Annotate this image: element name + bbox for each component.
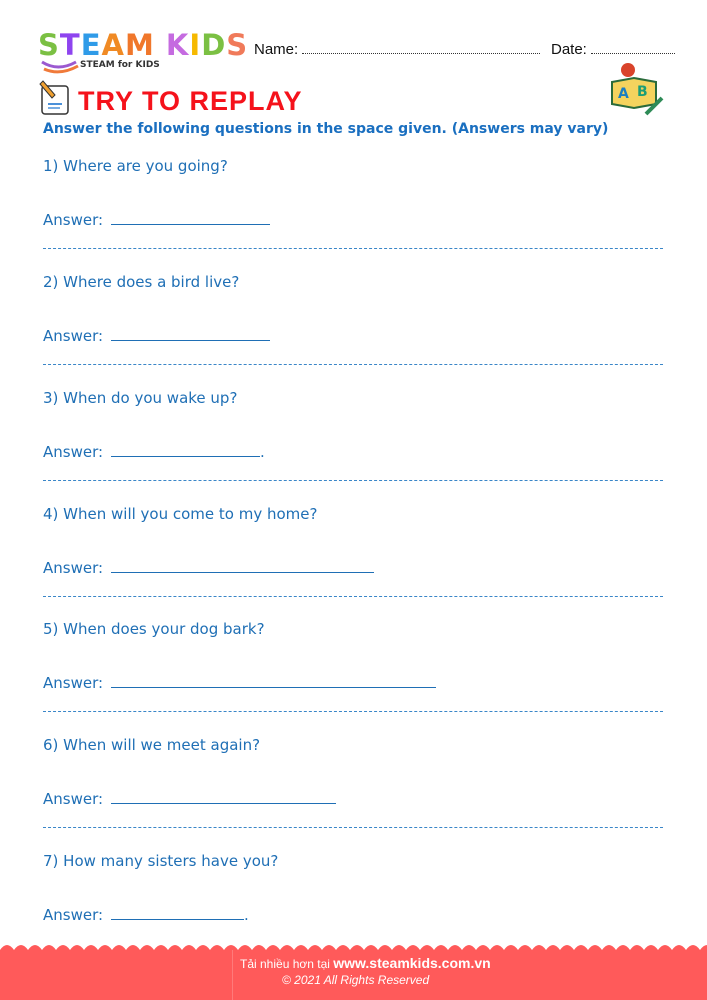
section-divider (43, 480, 663, 481)
answer-blank-2[interactable] (111, 326, 270, 341)
pencil-paper-icon (36, 80, 74, 116)
section-divider (43, 711, 663, 712)
copyright: © 2021 All Rights Reserved (282, 973, 430, 987)
swoosh-icon (40, 58, 80, 74)
question-5: 5) When does your dog bark? (43, 620, 265, 638)
answer-label: Answer: (43, 906, 104, 924)
answer-row-4 (43, 558, 374, 577)
steam-kids-logo: STEAM KIDS STEAM for KIDS (38, 30, 248, 60)
abc-book-icon (606, 60, 664, 118)
answer-blank-7[interactable] (111, 905, 244, 920)
worksheet-title: TRY TO REPLAY (78, 86, 303, 116)
date-field[interactable] (551, 41, 675, 58)
section-divider (43, 827, 663, 828)
answer-row-1 (43, 210, 270, 229)
answer-row-5 (43, 673, 436, 692)
answer-row-6 (43, 789, 336, 808)
answer-row-7: Answer: . (43, 906, 249, 924)
name-field[interactable] (254, 41, 540, 58)
answer-label: Answer: (43, 559, 104, 577)
answer-label: Answer: (43, 790, 104, 808)
section-divider (43, 364, 663, 365)
question-6: 6) When will we meet again? (43, 736, 261, 754)
answer-row-3: Answer: . (43, 443, 265, 461)
question-1: 1) Where are you going? (43, 157, 228, 175)
svg-text:B: B (637, 84, 648, 100)
question-4: 4) When will you come to my home? (43, 505, 318, 523)
svg-text:A: A (618, 86, 629, 102)
answer-blank-4[interactable] (111, 558, 374, 573)
question-2: 2) Where does a bird live? (43, 273, 240, 291)
answer-row-2 (43, 326, 270, 345)
answer-label: Answer: (43, 674, 104, 692)
question-7: 7) How many sisters have you? (43, 852, 279, 870)
logo-subtitle: STEAM for KIDS (80, 60, 160, 70)
answer-blank-1[interactable] (111, 210, 270, 225)
answer-blank-6[interactable] (111, 789, 336, 804)
section-divider (43, 596, 663, 597)
section-divider (43, 248, 663, 249)
answer-label: Answer: (43, 211, 104, 229)
answer-label: Answer: (43, 443, 104, 461)
website-link[interactable]: www.steamkids.com.vn (333, 955, 491, 971)
instructions: Answer the following questions in the space given. (Answers may vary) (43, 121, 609, 137)
date-label: Date: (551, 41, 587, 58)
answer-blank-5[interactable] (111, 673, 436, 688)
name-label: Name: (254, 41, 299, 58)
footer-website-line: Tải nhiều hơn tại www.steamkids.com.vn (240, 955, 491, 971)
answer-blank-3[interactable] (111, 442, 260, 457)
question-3: 3) When do you wake up? (43, 389, 238, 407)
answer-label: Answer: (43, 327, 104, 345)
